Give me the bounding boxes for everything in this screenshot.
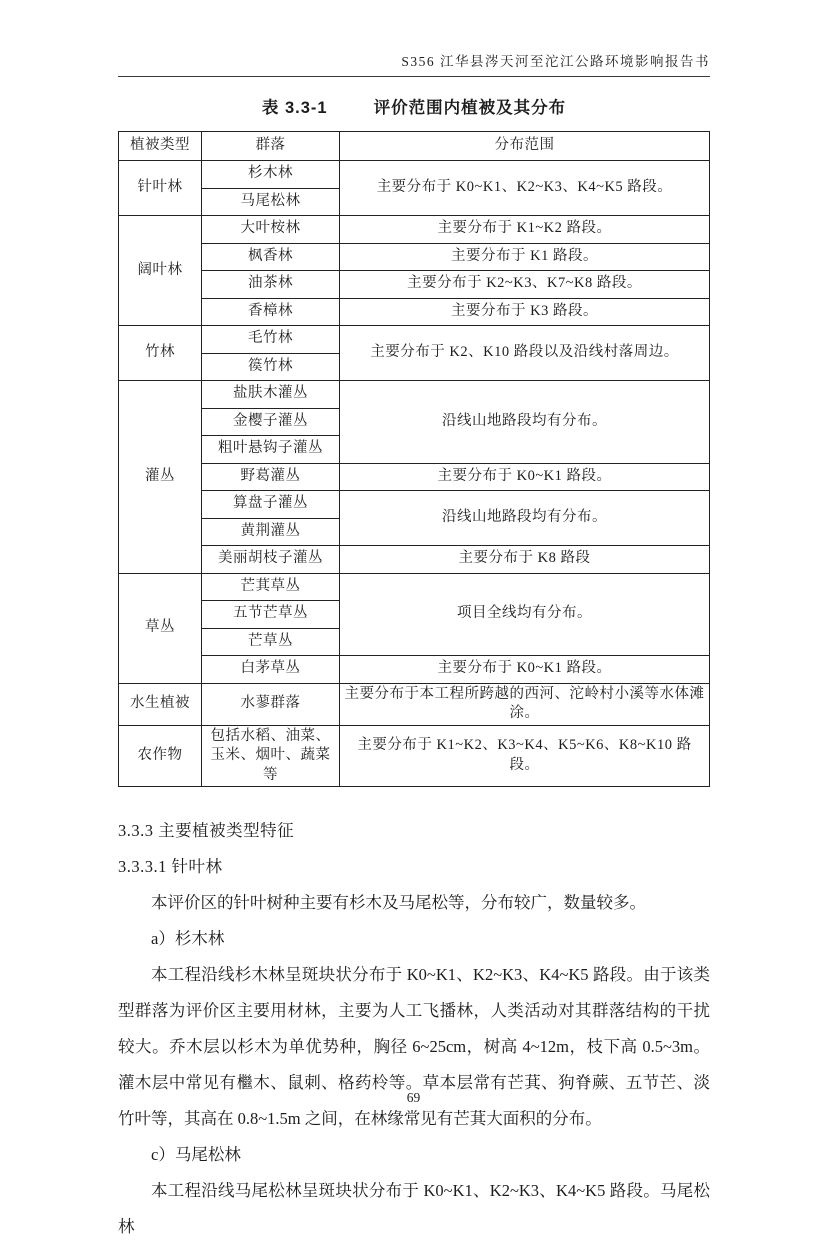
table-cell-type: 水生植被 xyxy=(119,683,202,725)
table-cell-community: 包括水稻、油菜、玉米、烟叶、蔬菜等 xyxy=(202,725,340,787)
report-header: S356 江华县涔天河至沱江公路环境影响报告书 xyxy=(118,50,710,77)
table-cell-type: 草丛 xyxy=(119,573,202,683)
table-row xyxy=(119,683,710,725)
table-row xyxy=(119,298,710,326)
table-row xyxy=(119,216,710,244)
table-cell-community: 油茶林 xyxy=(202,271,340,299)
table-cell-distribution: 主要分布于 K8 路段 xyxy=(340,546,710,574)
table-cell-community: 香樟林 xyxy=(202,298,340,326)
table-row xyxy=(119,161,710,189)
table-row xyxy=(119,573,710,601)
table-cell-type: 灌丛 xyxy=(119,381,202,574)
table-cell-type: 针叶林 xyxy=(119,161,202,216)
paragraph-masong: 本工程沿线马尾松林呈斑块状分布于 K0~K1、K2~K3、K4~K5 路段。马尾松林 xyxy=(118,1181,710,1237)
table-cell-community: 杉木林 xyxy=(202,161,340,189)
table-cell-distribution: 主要分布于 K0~K1、K2~K3、K4~K5 路段。 xyxy=(340,161,710,216)
table-cell-community: 水蓼群落 xyxy=(202,683,340,725)
table-cell-community: 金樱子灌丛 xyxy=(202,408,340,436)
table-cell-distribution: 项目全线均有分布。 xyxy=(340,573,710,656)
column-header-community: 群落 xyxy=(202,132,340,161)
table-cell-community: 白茅草丛 xyxy=(202,656,340,684)
vegetation-table xyxy=(118,131,710,787)
table-cell-distribution: 主要分布于 K0~K1 路段。 xyxy=(340,656,710,684)
table-cell-distribution: 主要分布于 K3 路段。 xyxy=(340,298,710,326)
table-cell-community: 芒草丛 xyxy=(202,628,340,656)
table-cell-distribution: 沿线山地路段均有分布。 xyxy=(340,381,710,464)
section-heading-3331: 3.3.3.1 针叶林 xyxy=(118,857,223,877)
table-cell-type: 竹林 xyxy=(119,326,202,381)
table-row xyxy=(119,656,710,684)
table-header-row xyxy=(119,132,710,161)
table-cell-distribution: 沿线山地路段均有分布。 xyxy=(340,491,710,546)
table-cell-distribution: 主要分布于 K0~K1 路段。 xyxy=(340,463,710,491)
page-number: 69 xyxy=(406,1090,421,1105)
table-cell-community: 枫香林 xyxy=(202,243,340,271)
list-item-a: a）杉木林 xyxy=(151,929,225,949)
table-row xyxy=(119,326,710,354)
table-cell-community: 黄荆灌丛 xyxy=(202,518,340,546)
list-item-c: c）马尾松林 xyxy=(151,1145,241,1165)
column-header-distribution: 分布范围 xyxy=(340,132,710,161)
table-cell-distribution: 主要分布于 K1~K2 路段。 xyxy=(340,216,710,244)
column-header-type: 植被类型 xyxy=(119,132,202,161)
paragraph-intro: 本评价区的针叶树种主要有杉木及马尾松等，分布较广，数量较多。 xyxy=(151,893,646,913)
table-cell-community: 芒萁草丛 xyxy=(202,573,340,601)
table-cell-distribution: 主要分布于 K2、K10 路段以及沿线村落周边。 xyxy=(340,326,710,381)
table-cell-community: 马尾松林 xyxy=(202,188,340,216)
table-row xyxy=(119,243,710,271)
table-cell-community: 五节芒草丛 xyxy=(202,601,340,629)
table-row xyxy=(119,271,710,299)
table-cell-community: 粗叶悬钩子灌丛 xyxy=(202,436,340,464)
table-cell-distribution: 主要分布于 K1 路段。 xyxy=(340,243,710,271)
table-cell-community: 篌竹林 xyxy=(202,353,340,381)
table-cell-type: 阔叶林 xyxy=(119,216,202,326)
table-cell-community: 大叶桉林 xyxy=(202,216,340,244)
table-caption xyxy=(118,94,710,118)
table-cell-community: 算盘子灌丛 xyxy=(202,491,340,519)
section-heading-333: 3.3.3 主要植被类型特征 xyxy=(118,821,295,841)
table-cell-community: 野葛灌丛 xyxy=(202,463,340,491)
table-row xyxy=(119,491,710,519)
paragraph-shanmu: 本工程沿线杉木林呈斑块状分布于 K0~K1、K2~K3、K4~K5 路段。由于该类型群落为评价区主要用材林，主要为人工飞播林，人类活动对其群落结构的干扰较大。乔木层以杉木为单优势种，胸径 6~25cm，树高 4~12m，枝下高 0.5~3m。灌木层中常见有檵木、鼠刺、格药柃等。草本层常有芒萁、狗脊蕨、五节芒、淡竹叶等，其高在 0.8~1.5m 之间，在林缘常见有芒萁大面积的分布。 xyxy=(118,965,710,1129)
table-cell-distribution: 主要分布于 K2~K3、K7~K8 路段。 xyxy=(340,271,710,299)
table-cell-distribution: 主要分布于本工程所跨越的西河、沱岭村小溪等水体滩涂。 xyxy=(340,683,710,725)
table-cell-distribution: 主要分布于 K1~K2、K3~K4、K5~K6、K8~K10 路段。 xyxy=(340,725,710,787)
table-row xyxy=(119,725,710,787)
table-row xyxy=(119,546,710,574)
table-row xyxy=(119,463,710,491)
table-row xyxy=(119,381,710,409)
table-cell-community: 美丽胡枝子灌丛 xyxy=(202,546,340,574)
table-cell-community: 毛竹林 xyxy=(202,326,340,354)
caption-title: 评价范围内植被及其分布 xyxy=(373,99,567,117)
table-cell-community: 盐肤木灌丛 xyxy=(202,381,340,409)
caption-label: 表 3.3-1 xyxy=(261,99,328,117)
body-text xyxy=(118,813,710,1245)
table-cell-type: 农作物 xyxy=(119,725,202,787)
